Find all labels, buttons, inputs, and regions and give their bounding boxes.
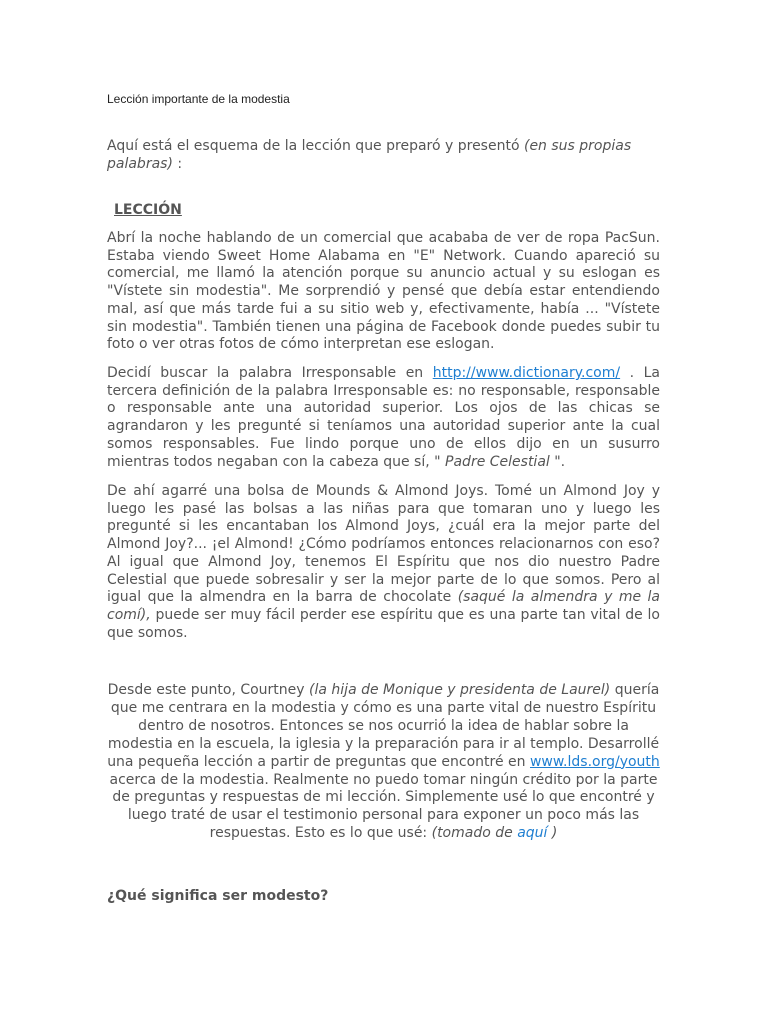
document-title: Lección importante de la modestia [107, 92, 290, 106]
center-italic-3: ) [547, 825, 558, 842]
center-part-2: quería que me centrara en la modestia y cómo es una parte vital de nuestro Espíritu dentro de nosotros. Entonces se nos ocurrió la idea de hablar sobre la modestia en la escuela, la iglesia y la preparación para ir al templo. Desarrollé una pequeña lección a partir de preguntas que encontré en [107, 682, 660, 770]
paragraph-2-end: ". [549, 453, 566, 470]
paragraph-3-italic: (saqué la almendra y me la comí), [107, 589, 661, 623]
paragraph-3 [107, 483, 660, 642]
paragraph-3-after: puede ser muy fácil perder ese espíritu que es una parte tan vital de lo que somos. [107, 606, 660, 641]
center-part-1: Desde este punto, Courtney [107, 682, 310, 698]
paragraph-2-after: . La tercera definición de la palabra Irresponsable es: no responsable, responsable o responsable ante una autoridad superior. Los ojos de las chicas se agrandaron y les pregunté si teníamos una autoridad superior ante la cual somos responsables. Fue lindo porque uno de ellos dijo en un susurro mientras todos negaban con la cabeza que sí, " [107, 365, 660, 470]
paragraph-3-before: De ahí agarré una bolsa de Mounds & Almond Joys. Tomé un Almond Joy y luego les pasé las bolsas a las niñas para que tomaran uno y luego les pregunté si les encantaban los Almond Joys, ¿cuál era la mejor parte del Almond Joy?... ¡el Almond! ¿Cómo podríamos entonces relacionarnos con eso? Al igual que Almond Joy, tenemos El Espíritu que nos dio nuestro Padre Celestial que puede sobresalir y ser la mejor parte de lo que somos. Pero al igual que la almendra en la barra de chocolate [107, 483, 660, 606]
paragraph-2-italic: Padre Celestial [445, 453, 550, 470]
lds-youth-link[interactable]: www.lds.org/youth [529, 753, 660, 770]
center-italic-1: (la hija de Monique y presidenta de Laurel) [309, 682, 611, 698]
intro-text [107, 137, 660, 173]
intro-italic: (en sus propias palabras) [107, 138, 632, 172]
intro-main: Aquí está el esquema de la lección que preparó y presentó [107, 138, 524, 154]
paragraph-1: Abrí la noche hablando de un comercial que acababa de ver de ropa PacSun. Estaba viendo Sweet Home Alabama en "E" Network. Cuando apareció su comercial, me llamó la atención porque su anuncio actual y su eslogan es "Vístete sin modestia". Me sorprendió y pensé que debía estar entendiendo mal, así que más tarde fui a su sitio web y, efectivamente, había ... "Vístete sin modestia". También tienen una página de Facebook donde puedes subir tu foto o ver otras fotos de cómo interpretan ese eslogan. [107, 230, 660, 353]
question-heading: ¿Qué significa ser modesto? [107, 888, 329, 904]
center-part-3: acerca de la modestia. Realmente no puedo tomar ningún crédito por la parte de preguntas y respuestas de mi lección. Simplemente usé lo que encontré y luego traté de usar el testimonio personal para exponer un poco más las respuestas. Esto es lo que usé: [109, 771, 658, 842]
intro-tail: : [172, 156, 183, 172]
center-italic-2: (tomado de [431, 825, 518, 842]
dictionary-link[interactable]: http://www.dictionary.com/ [432, 365, 621, 381]
paragraph-2-before: Decidí buscar la palabra Irresponsable en [107, 365, 433, 381]
section-heading: LECCIÓN [114, 202, 182, 218]
centered-paragraph [107, 682, 660, 843]
aqui-link[interactable]: aquí [517, 825, 548, 842]
paragraph-2 [107, 365, 660, 471]
